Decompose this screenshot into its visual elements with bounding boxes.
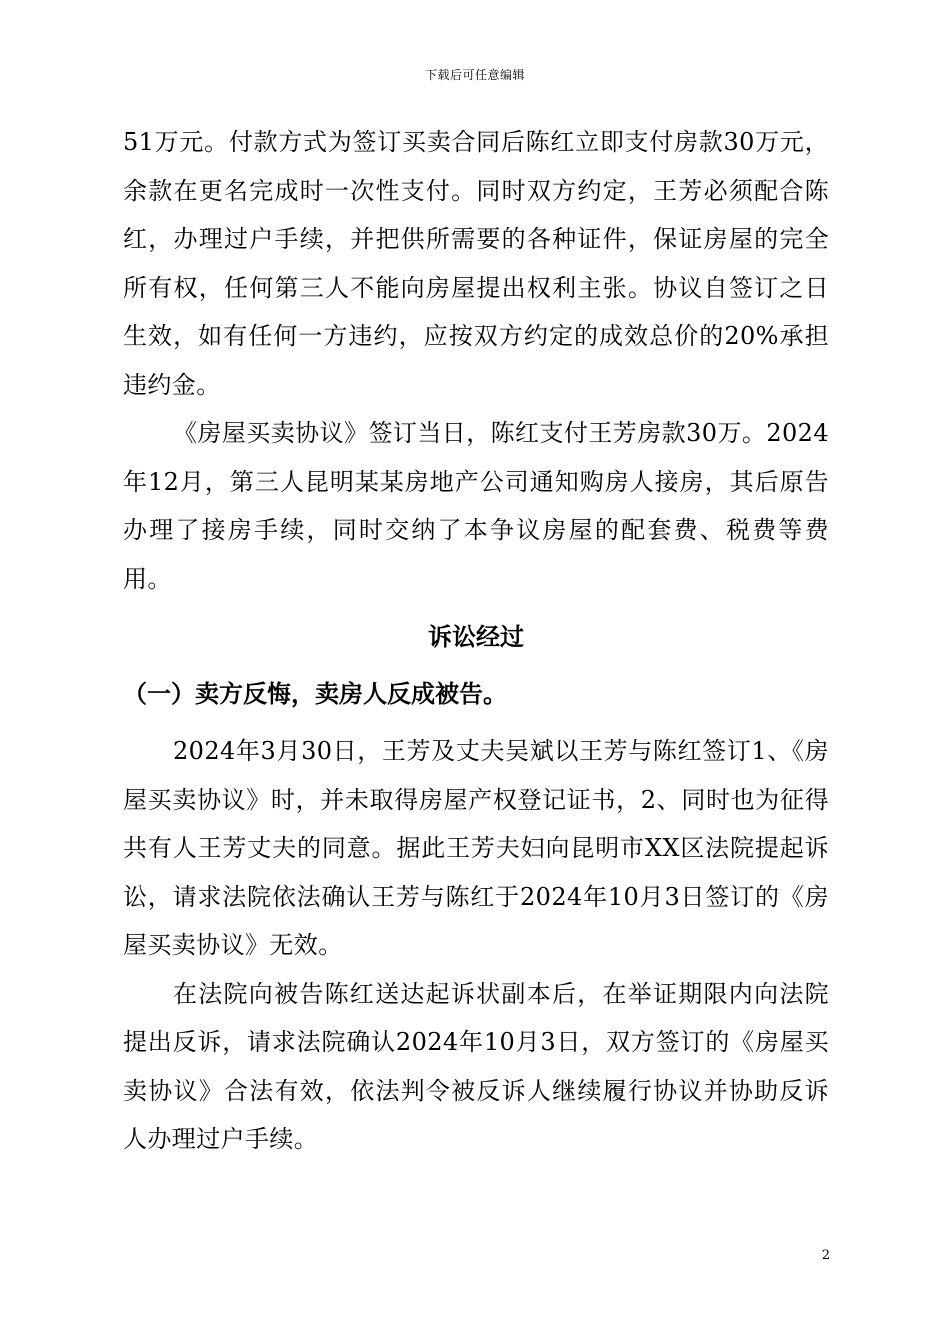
paragraph-payment-and-handover: 《房屋买卖协议》签订当日，陈红支付王芳房款30万。2024年12月，第三人昆明某某房地产公司通知购房人接房，其后原告办理了接房手续，同时交纳了本争议房屋的配套费、税费等费用。	[123, 419, 829, 593]
subsection-title: （一）卖方反悔，卖房人反成被告。	[123, 679, 507, 708]
page-header-note: 下载后可任意编辑	[424, 68, 525, 82]
paragraph-counterclaim: 在法院向被告陈红送达起诉状副本后，在举证期限内向法院提出反诉，请求法院确认2024年10月3日，双方签订的《房屋买卖协议》合法有效，依法判令被反诉人继续履行协议并协助反诉人办理过户手续。	[123, 979, 829, 1153]
document-body	[123, 118, 829, 1164]
section-title: 诉讼经过	[428, 622, 524, 651]
paragraph-contract-terms: 51万元。付款方式为签订买卖合同后陈红立即支付房款30万元，余款在更名完成时一次性支付。同时双方约定，王芳必须配合陈红，办理过户手续，并把供所需要的各种证件，保证房屋的完全所有权，任何第三人不能向房屋提出权利主张。协议自签订之日生效，如有任何一方违约，应按双方约定的成效总价的20%承担违约金。	[123, 128, 829, 399]
paragraph-lawsuit-filed: 2024年3月30日，王芳及丈夫吴斌以王芳与陈红签订1、《房屋买卖协议》时，并未取得房屋产权登记证书，2、同时也为征得共有人王芳丈夫的同意。据此王芳夫妇向昆明市XX区法院提起诉讼，请求法院依法确认王芳与陈红于2024年10月3日签订的《房屋买卖协议》无效。	[123, 737, 829, 959]
page-number: 2	[821, 1248, 830, 1263]
